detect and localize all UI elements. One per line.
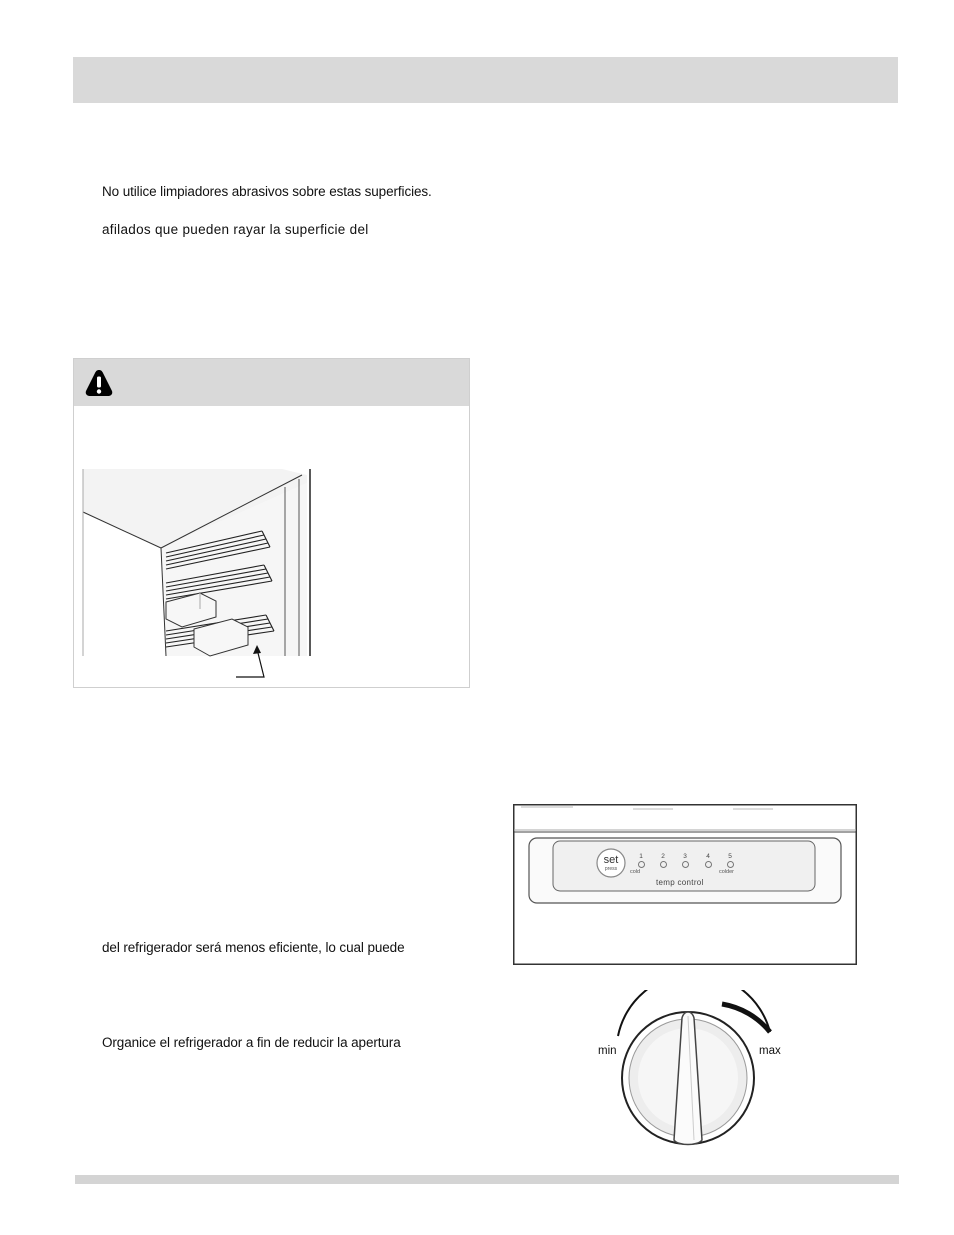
warning-box [73, 358, 470, 688]
level-indicator-2 [658, 853, 668, 868]
body-text-line-1: No utilice limpiadores abrasivos sobre estas superficies. [102, 184, 432, 199]
press-label: press [604, 866, 618, 872]
level-number: 4 [706, 853, 710, 860]
level-led-icon [727, 861, 734, 868]
cold-label: cold [630, 869, 641, 875]
section-header-bar [73, 57, 898, 103]
level-number: 5 [728, 853, 732, 860]
dial-max-label: max [759, 1045, 781, 1057]
level-number: 1 [639, 853, 643, 860]
level-led-icon [682, 861, 689, 868]
level-indicator-3 [680, 853, 690, 868]
temperature-dial-knob[interactable] [590, 990, 790, 1155]
body-text-line-4: Organice el refrigerador a fin de reducir la apertura [102, 1035, 401, 1050]
level-led-icon [660, 861, 667, 868]
warning-exclamation-icon [84, 368, 114, 398]
dial-min-label: min [598, 1045, 617, 1057]
warning-header [74, 359, 469, 406]
colder-label: colder [719, 869, 734, 875]
level-indicator-5 [725, 853, 735, 868]
level-indicator-1 [636, 853, 646, 868]
callout-arrow [234, 645, 274, 685]
footer-bar [75, 1175, 899, 1184]
refrigerator-shelves-illustration [82, 469, 312, 657]
level-led-icon [638, 861, 645, 868]
body-text-line-3: del refrigerador será menos eficiente, lo cual puede [102, 940, 405, 955]
level-indicator-4 [703, 853, 713, 868]
set-button-label[interactable]: set [603, 854, 619, 866]
body-text-line-2: afilados que pueden rayar la superficie del [102, 222, 369, 237]
temp-control-label: temp control [656, 878, 704, 887]
level-number: 3 [683, 853, 687, 860]
level-number: 2 [661, 853, 665, 860]
level-led-icon [705, 861, 712, 868]
